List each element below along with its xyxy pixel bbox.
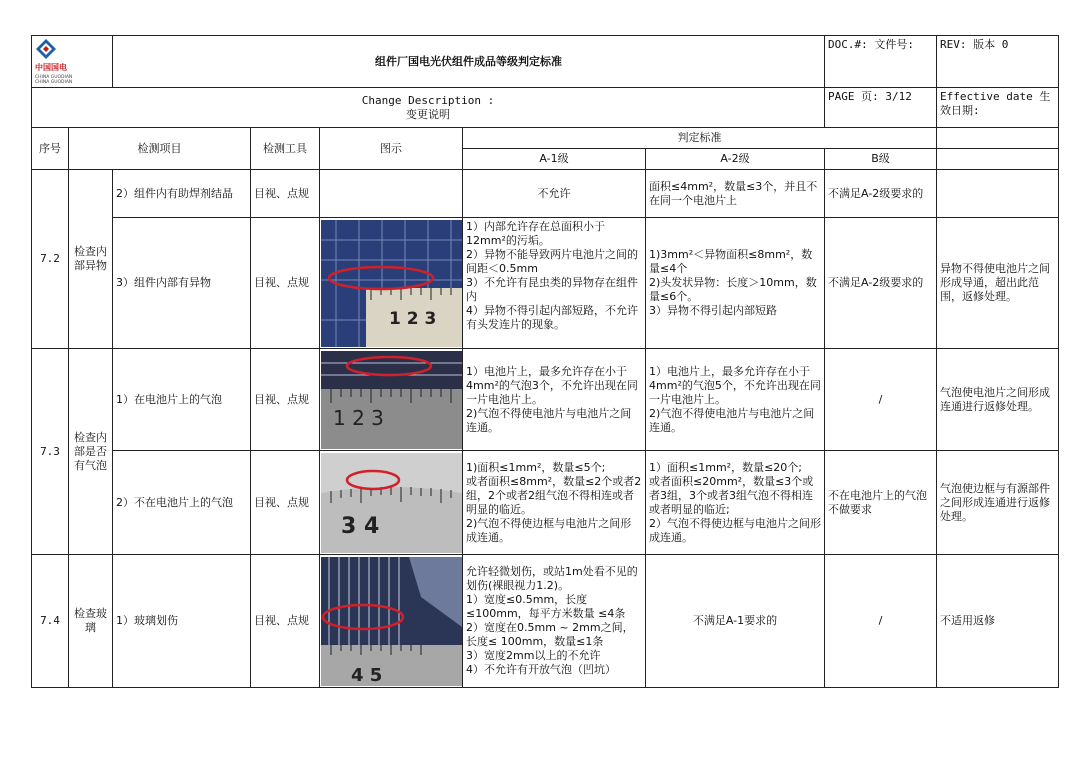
figure-cell-empty [320,170,463,218]
ruler-numbers: 1 2 3 [389,308,437,329]
col-b: B级 [825,149,937,170]
item-cell: 1）玻璃划伤 [113,555,251,688]
a1-cell: 1）内部允许存在总面积小于12mm²的污垢。 2）异物不能导致两片电池片之间的间距＜0.5mm 3）不允许有昆虫类的异物存在组件内 4）异物不得引起内部短路，不允许有头发连片的现象。 [463,218,646,349]
bubble-off-cell-photo [320,451,463,555]
col-figure: 图示 [320,128,463,170]
seq-7-3: 7.3 [32,349,69,555]
bubble-on-cell-photo [320,349,463,451]
a1-cell: 允许轻微划伤，或站1m处看不见的划伤(裸眼视力1.2)。 1）宽度≤0.5mm，长度≤100mm，每平方米数量 ≤4条 2）宽度在0.5mm ~ 2mm之间，长度≤ 100mm，数量≤1条 3）宽度2mm以上的不允许 4）不允许有开放气泡（凹坑） [463,555,646,688]
table-row [32,218,1059,349]
col-note-blank-2 [937,149,1059,170]
change-description-cn: 变更说明 [406,107,451,121]
tool-cell: 目视、点规 [251,451,320,555]
tool-cell: 目视、点规 [251,170,320,218]
change-desc-row [32,88,1059,128]
tool-cell: 目视、点规 [251,555,320,688]
note-cell: 异物不得使电池片之间形成导通，超出此范围，返修处理。 [937,218,1059,349]
effective-date: Effective date 生效日期: [937,88,1059,128]
tool-cell: 目视、点规 [251,349,320,451]
b-cell: 不满足A-2级要求的 [825,170,937,218]
col-a2: A-2级 [646,149,825,170]
a2-cell: 1)3mm²＜异物面积≤8mm²，数量≤4个 2)头发状异物：长度＞10mm，数量≤6个。 3）异物不得引起内部短路 [646,218,825,349]
doc-number: DOC.#: 文件号: [825,36,937,88]
logo-en-text-1: CHINA GUODIAN [35,75,73,80]
table-row [32,451,1059,555]
ruler-photo [321,351,462,449]
ruler-numbers: 1 2 3 [333,405,384,430]
seq-7-4: 7.4 [32,555,69,688]
table-row [32,170,1059,218]
tool-cell: 目视、点规 [251,218,320,349]
doc-header-row [32,36,1059,88]
category-7-2: 检查内部异物 [69,170,113,349]
col-tool: 检测工具 [251,128,320,170]
logo-cell [32,36,113,88]
col-note-blank [937,128,1059,149]
revision: REV: 版本 0 [937,36,1059,88]
change-description-cell [32,88,825,128]
b-cell: / [825,555,937,688]
page-number: PAGE 页: 3/12 [825,88,937,128]
foreign-object-photo [320,218,463,349]
seq-7-2: 7.2 [32,170,69,349]
solar-cell-photo [321,557,462,686]
note-cell: 不适用返修 [937,555,1059,688]
note-cell: 气泡使电池片之间形成连通进行返修处理。 [937,349,1059,451]
col-a1: A-1级 [463,149,646,170]
category-7-3: 检查内部是否有气泡 [69,349,113,555]
glass-scratch-photo [320,555,463,688]
ruler-photo [321,453,462,553]
note-cell: 气泡使边框与有源部件之间形成连通进行返修处理。 [937,451,1059,555]
ruler-numbers: 3 4 [341,513,380,539]
b-cell: 不满足A-2级要求的 [825,218,937,349]
a1-cell: 不允许 [463,170,646,218]
solar-cell-photo [321,220,462,347]
a2-cell: 1）面积≤1mm²，数量≤20个; 或者面积≤20mm²，数量≤3个或者3组，3个或者3组气泡不得相连或者明显的临近; 2）气泡不得使边框与电池片之间形成连通。 [646,451,825,555]
a2-cell: 不满足A-1要求的 [646,555,825,688]
item-cell: 3）组件内部有异物 [113,218,251,349]
item-cell: 1）在电池片上的气泡 [113,349,251,451]
a2-cell: 1）电池片上，最多允许存在小于4mm²的气泡5个，不允许出现在同一片电池片上。 2)气泡不得使电池片与电池片之间连通。 [646,349,825,451]
grading-standard-table [31,35,1059,688]
ruler-numbers: 4 5 [351,664,383,686]
china-guodian-logo [35,38,109,85]
item-cell: 2）不在电池片上的气泡 [113,451,251,555]
note-cell [937,170,1059,218]
logo-cn-text: 中国国电 [35,63,67,72]
a2-cell: 面积≤4mm²，数量≤3个，并且不在同一个电池片上 [646,170,825,218]
table-row [32,555,1059,688]
document-title: 组件厂国电光伏组件成品等级判定标准 [113,36,825,88]
logo-en-text-2: CHINA GUODIAN [35,80,73,85]
category-7-4: 检查玻璃 [69,555,113,688]
col-criteria: 判定标准 [463,128,937,149]
b-cell: / [825,349,937,451]
change-description-en: Change Description : [361,93,495,107]
col-item: 检测项目 [69,128,251,170]
column-header-row-1 [32,128,1059,149]
col-seq: 序号 [32,128,69,170]
item-cell: 2）组件内有助焊剂结晶 [113,170,251,218]
b-cell: 不在电池片上的气泡不做要求 [825,451,937,555]
a1-cell: 1)面积≤1mm²，数量≤5个; 或者面积≤8mm²，数量≤2个或者2组，2个或者2组气泡不得相连或者明显的临近。 2)气泡不得使边框与电池片之间形成连通。 [463,451,646,555]
a1-cell: 1）电池片上，最多允许存在小于4mm²的气泡3个，不允许出现在同一片电池片上。 2)气泡不得使电池片与电池片之间连通。 [463,349,646,451]
table-row [32,349,1059,451]
logo-emblem-icon [35,38,57,60]
